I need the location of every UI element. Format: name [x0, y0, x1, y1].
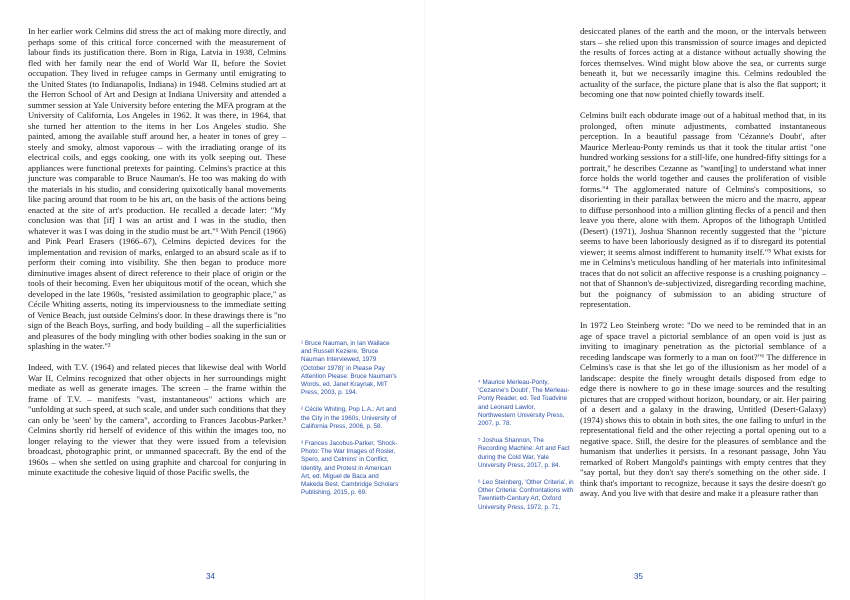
body-paragraph: Celmins built each obdurate image out of a habitual method that, in its prolonged, often minute adjustments, combatted instantaneous perception. In a beautiful passage from 'Cézanne's Doubt', after Maurice Merleau-Ponty reminds us that it took the titular artist "one hundred working sessions for a still-life, one hundred-fifty sittings for a portrait," he describes Cezanne as "want[ing] to understand what inner force holds the world together and causes the proliferation of visible forms."⁴ The agglomerated nature of Celmins's compositions, so disorienting in their parallax between the micro and the macro, appear to diffuse personhood into a million glinting flecks of a pencil and then leave you there, alone with them. Apropos of the lithograph Untitled (Desert) (1971), Joshua Shannon recently suggested that the "picture seems to have been laboriously designed as if to disregard its potential viewer; it seems almost indifferent to humanity itself."⁵ What exists for me in Celmins's meticulous handling of her materials into infinitesimal traces that do not solicit an affective response is a crushing poignancy – not that of Shannon's de-subjectivized, disregarding recording machine, but the poignancy of submission to an abiding structure of representation. — [580, 110, 826, 309]
left-page-body-text — [28, 26, 286, 478]
footnote: ⁵ Joshua Shannon, The Recording Machine: Art and Fact during the Cold War, Yale University Press, 2017, p. 84. — [478, 437, 570, 469]
body-paragraph: desiccated planes of the earth and the moon, or the intervals between stars – she relied upon this transmission of source images and depicted the results of forces acting at a distance without actually showing the forces themselves. Wind might blow above the sea, or currents surge beneath it, but we necessarily imagine this. Celmins redoubled the actuality of the surface, the picture plane that is also the flat support; it becoming one that now pointed chiefly towards itself. — [580, 26, 826, 99]
footnote: ³ Frances Jacobus-Parker, 'Shock-Photo: The War Images of Rosler, Spero, and Celmins' in Conflict, Identity, and Protest in American Art, ed. Miguel de Baca and Makeda Best, Cambridge Scholars Publishing, 2015, p. 69. — [301, 440, 399, 497]
footnote: ² Cécile Whiting, Pop L.A.: Art and the City in the 1960s, University of California Press, 2006, p. 58. — [301, 406, 397, 430]
left-page-footnotes — [301, 340, 399, 506]
body-paragraph: Indeed, with T.V. (1964) and related pieces that likewise deal with World War II, Celmins recognized that other objects in her surroundings might mediate as well as generate images. The screen – the frame within the frame of T.V. – manifests "vast, instantaneous" actions which are "unfolding at such speed, at such scale, and under such conditions that they can only be 'seen' by the camera", according to Frances Jacobus-Parker.³ Celmins shortly rid herself of evidence of this within the images too, no longer relaying to the viewer that they were issued from a television broadcast, photographic print, or unmanned spacecraft. By the end of the 1960s – when she settled on using graphite and charcoal for conjuring in minute exactitude the cohesive liquid of those Pacific swells, the — [28, 362, 286, 477]
body-paragraph: In 1972 Leo Steinberg wrote: "Do we need to be reminded that in an age of space travel a pictorial semblance of an open void is just as inviting to imaginary penetration as the pictorial semblance of a receding landscape was formerly to a man on foot?"⁶ The difference in Celmins's case is that she let go of the illusionism as her model of a landscape: despite the finely wrought details disposed from edge to edge there is nowhere to go in these image sources and the resulting pictures that are cropped without horizon, boundary, or air. Her pairing of a desert and a galaxy in the drawing, Untitled (Desert-Galaxy) (1974) shows this to obtain in both sites, the one failing to unfurl in the representational field and the other rejecting a portal opening out to a negative space. Still, the desire for the pleasures of semblance and the humanism that underlies it persists. In a resonant passage, John Yau remarked of Robert Mangold's paintings with empty centres that they "say portal, but they don't say there's something on the other side. I think that's important to recognize, because it says the desire doesn't go away. And you live with that desire and make it a pleasure rather than — [580, 320, 826, 498]
footnote: ⁶ Leo Steinberg, 'Other Criteria', in Other Criteria: Confrontations with Twentieth-Century Art, Oxford University Press, 1972, p. 71. — [478, 479, 574, 511]
body-paragraph: In her earlier work Celmins did stress the act of making more directly, and perhaps some of this critical force concerned with the measurement of labour finds its justification there. Born in Riga, Latvia in 1938, Celmins fled with her family near the end of World War II, before the Soviet occupation. They lived in refugee camps in Germany until emigrating to the United States (to Indianapolis, Indiana) in 1948. Celmins studied art at the Herron School of Art and Design at Indiana University and attended a summer session at Yale University before entering the MFA program at the University of California, Los Angeles in 1962. It was there, in 1964, that she turned her attention to the items in her Los Angeles studio. She painted, among the available stuff around her, a heater in tones of grey – steely and smoky, almost vaporous – with the irradiating orange of its electrical coils, and eggs cooking, one with its yolk seeping out. These appliances were functional pretexts for painting. Celmins's practice at this juncture was comparable to Bruce Nauman's. He too was making do with the materials in his studio, and considering quixotically banal movements like pacing around that room to be his art, on the basis of the actions being enacted at the site of art's production. He recalled a decade later: "My conclusion was that [if] I was an artist and I was in the studio, then whatever it was I was doing in the studio must be art."¹ With Pencil (1966) and Pink Pearl Erasers (1966–67), Celmins depicted devices for the implementation and revision of marks, enlarged to an absurd scale as if to perform their coming into visibility. She then began to produce more diminutive images absent of direct reference to their place of origin or the tools of their becoming. Even her ubiquitous motif of the ocean, which she developed in the late 1960s, "resisted assimilation to geographic place," as Cécile Whiting asserts, noting its imperviousness to the immediate setting of Venice Beach, just outside Celmins's door. In these drawings there is "no sign of the Beach Boys, surfing, and body building – all the superficialities and pleasures of the body mingling with other bodies soaking in the sun or splashing in the water."² — [28, 26, 286, 351]
footnote: ⁴ Maurice Merleau-Ponty, 'Cezanne's Doubt', The Merleau-Ponty Reader, ed. Ted Toadvine and Leonard Lawlor, Northwestern University Press, 2007, p. 78. — [478, 379, 570, 428]
right-page-body-text — [580, 26, 826, 499]
footnote: ¹ Bruce Nauman, in Ian Wallace and Russell Keziere, 'Bruce Nauman Interviewed, 1979 (October 1978)' in Please Pay Attention Please: Bruce Nauman's Words, ed. Janet Kraynak, MIT Press, 2003, p. 194. — [301, 340, 397, 397]
right-page-footnotes — [478, 379, 574, 521]
page-number-left: 34 — [206, 572, 215, 581]
book-gutter — [424, 0, 426, 600]
page-number-right: 35 — [634, 572, 643, 581]
